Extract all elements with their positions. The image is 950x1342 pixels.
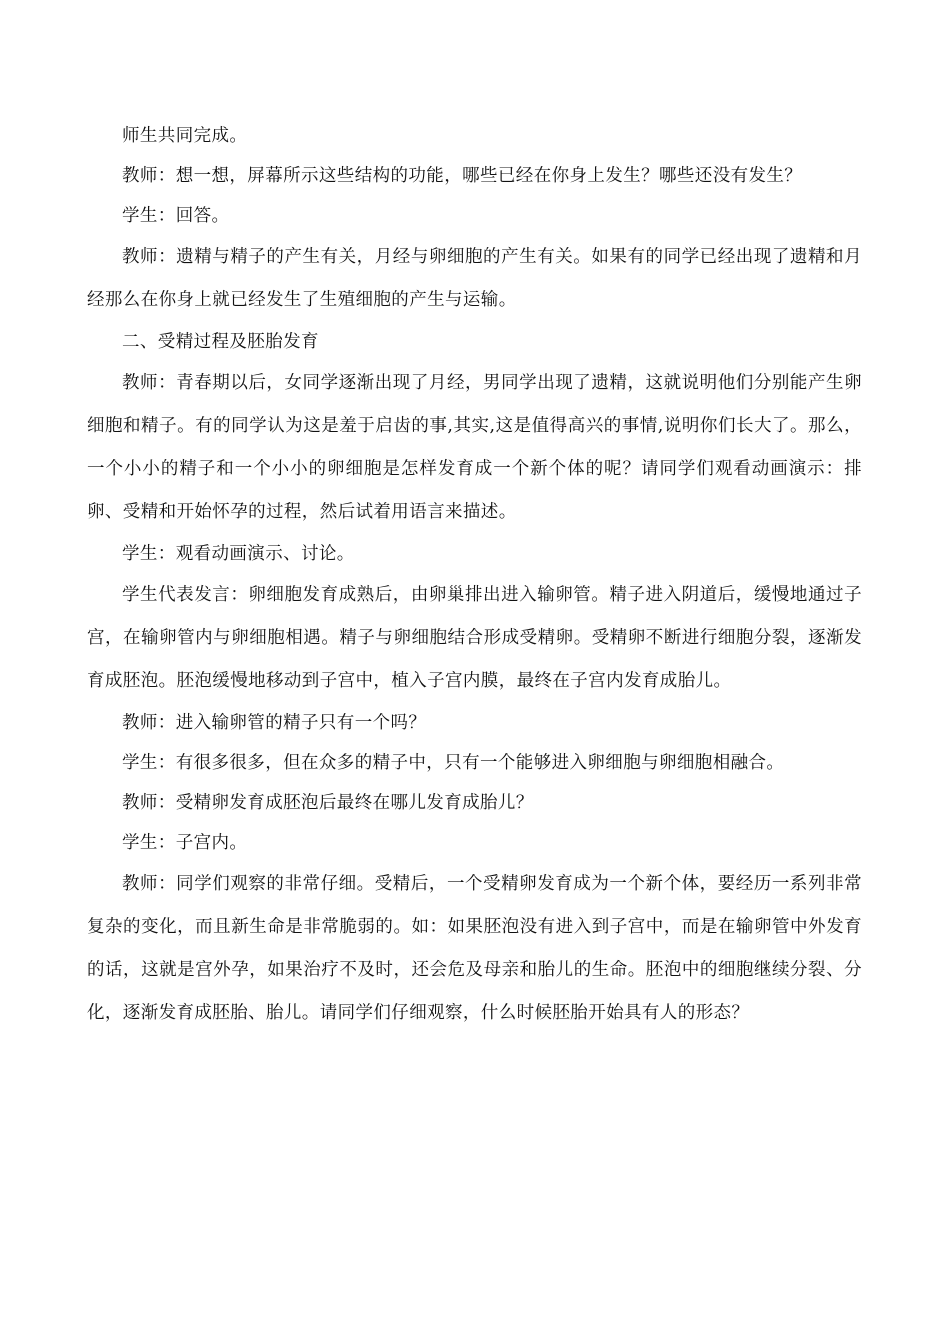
paragraph-8: 学生代表发言：卵细胞发育成熟后，由卵巢排出进入输卵管。精子进入阴道后，缓慢地通过子宫，在输卵管内与卵细胞相遇。精子与卵细胞结合形成受精卵。受精卵不断进行细胞分裂，逐渐发育成胚泡。胚泡缓慢地移动到子宫中，植入子宫内膜，最终在子宫内发育成胎儿。 — [87, 585, 862, 691]
paragraph-11: 教师：受精卵发育成胚泡后最终在哪儿发育成胎儿？ — [122, 793, 534, 813]
paragraph-12: 学生：子宫内。 — [122, 833, 248, 853]
paragraph-10: 学生：有很多很多，但在众多的精子中，只有一个能够进入卵细胞与卵细胞相融合。 — [122, 753, 785, 773]
paragraph-9: 教师：进入输卵管的精子只有一个吗？ — [122, 713, 427, 733]
paragraph-3: 学生：回答。 — [122, 206, 230, 226]
paragraph-1: 师生共同完成。 — [122, 126, 248, 146]
paragraph-2: 教师：想一想，屏幕所示这些结构的功能，哪些已经在你身上发生？哪些还没有发生？ — [122, 166, 803, 186]
paragraph-7: 学生：观看动画演示、讨论。 — [122, 544, 355, 564]
document-page — [87, 116, 862, 1035]
section-heading-2: 二、受精过程及胚胎发育 — [122, 332, 319, 352]
paragraph-4: 教师：遗精与精子的产生有关，月经与卵细胞的产生有关。如果有的同学已经出现了遗精和月经那么在你身上就已经发生了生殖细胞的产生与运输。 — [87, 247, 862, 310]
paragraph-13: 教师：同学们观察的非常仔细。受精后，一个受精卵发育成为一个新个体，要经历一系列非常复杂的变化，而且新生命是非常脆弱的。如：如果胚泡没有进入到子宫中，而是在输卵管中外发育的话，这就是宫外孕，如果治疗不及时，还会危及母亲和胎儿的生命。胚泡中的细胞继续分裂、分化，逐渐发育成胚胎、胎儿。请同学们仔细观察，什么时候胚胎开始具有人的形态？ — [87, 874, 862, 1023]
paragraph-6: 教师：青春期以后，女同学逐渐出现了月经，男同学出现了遗精，这就说明他们分别能产生卵细胞和精子。有的同学认为这是羞于启齿的事,其实,这是值得高兴的事情,说明你们长大了。那么，一个小小的精子和一个小小的卵细胞是怎样发育成一个新个体的呢？请同学们观看动画演示：排卵、受精和开始怀孕的过程，然后试着用语言来描述。 — [87, 373, 862, 522]
